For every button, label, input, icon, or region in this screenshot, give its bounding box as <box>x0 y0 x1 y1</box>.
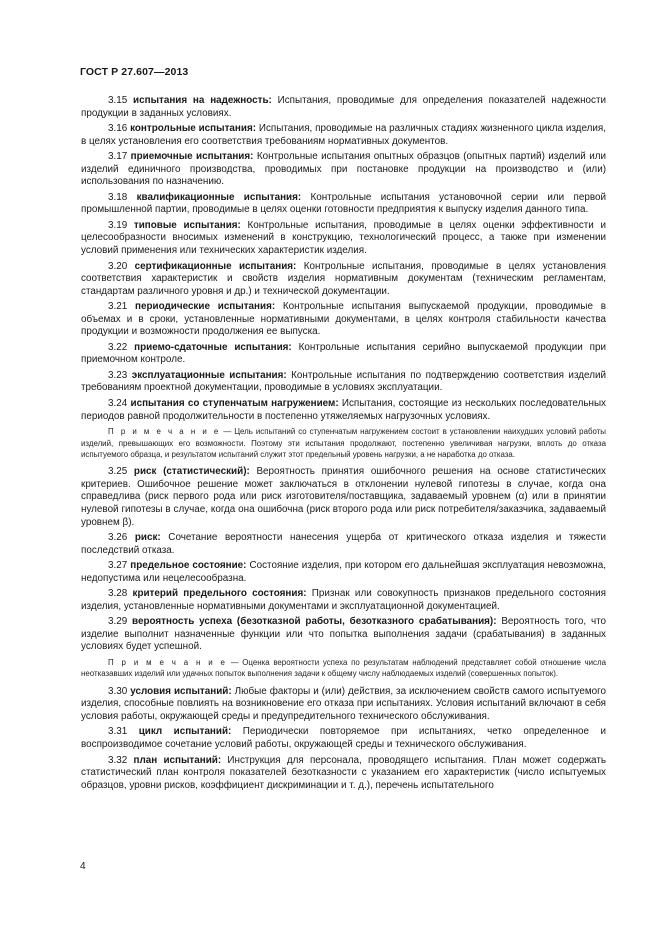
entry-number: 3.30 <box>108 685 128 697</box>
definition-text: Контрольные испытания, проводимые в целях установления соответствия характеристик и свойств изделия нормативным документам (техническим регламентам, стандартам различного уровня и др.) и технической документации. <box>81 260 606 297</box>
term: условия испытаний: <box>130 685 232 697</box>
definition-text: Признак или совокупность признаков предельного состояния изделия, установленные нормативными документами и эксплуатационной документацией. <box>81 588 607 612</box>
term: контрольные испытания: <box>130 123 256 135</box>
term: предельное состояние: <box>130 560 247 572</box>
term: вероятность успеха (безотказной работы, безотказного срабатывания): <box>132 616 497 628</box>
definition-3-17 <box>81 151 606 189</box>
definition-3-26 <box>81 532 606 557</box>
term: риск: <box>134 532 161 544</box>
definition-3-23 <box>81 370 606 395</box>
term: испытания на надежность: <box>133 95 272 106</box>
standard-designation-header: ГОСТ Р 27.607—2013 <box>80 66 189 78</box>
definition-text: Контрольные испытания установочной серии или первой промышленной партии, проводимые в целях оценки готовности предприятия к выпуску изделия данного типа. <box>81 191 606 216</box>
definition-text: Любые факторы и (или) действия, за исключением свойств самого испытуемого изделия, способные повлиять на возникновение его отказа при испытаниях. Условия испытаний включают в себя условия работы, окружающей среды и предупредительного технического обслуживания. <box>81 685 607 722</box>
entry-number: 3.23 <box>108 369 128 381</box>
entry-number: 3.27 <box>108 560 128 572</box>
definition-3-32 <box>81 755 606 793</box>
entry-number: 3.32 <box>108 754 128 766</box>
entry-number: 3.18 <box>108 191 128 203</box>
definition-text: Инструкция для персонала, проводящего испытания. План может содержать статистический план контроля показателей безотказности с указанием его характеристик (число испытуемых образцов, уровни рисков, коэффициент дискриминации и т. д.), перечень испытательного <box>81 754 607 791</box>
definition-text: Контрольные испытания, проводимые в целях оценки эффективности и целесообразности вносимых изменений в конструкцию, технологический процесс, а также при изменении условий применения или технических характеристик изделия. <box>81 219 606 257</box>
entry-number: 3.31 <box>108 726 128 738</box>
term: риск (статистический): <box>133 466 250 478</box>
definition-3-30 <box>81 686 606 724</box>
definition-text: Контрольные испытания серийно выпускаемой продукции при приемочном контроле. <box>81 341 606 366</box>
definition-3-20 <box>81 261 606 299</box>
term: испытания со ступенчатым нагружением: <box>130 398 339 410</box>
entry-number: 3.22 <box>108 341 128 353</box>
definition-3-15 <box>81 95 606 120</box>
definition-text: Состояние изделия, при котором его дальнейшая эксплуатация невозможна, недопустима или нецелесообразна. <box>81 560 606 584</box>
entry-number: 3.15 <box>108 95 128 106</box>
entry-number: 3.28 <box>108 588 128 600</box>
definition-text: Испытания, проводимые для определения показателей надежности продукции в заданных условиях. <box>81 95 606 119</box>
definition-text: Испытания, состоящие из нескольких последовательных периодов равной продолжительности в постепенно утяжеляемых нагрузочных условиях. <box>81 398 606 422</box>
entry-number: 3.21 <box>108 301 128 313</box>
term: критерий предельного состояния: <box>132 588 307 600</box>
entry-number: 3.24 <box>108 398 128 410</box>
definition-3-18 <box>81 192 606 217</box>
definition-3-19 <box>81 220 606 258</box>
definition-3-24 <box>81 398 606 423</box>
entry-number: 3.29 <box>108 616 128 628</box>
entry-number: 3.19 <box>108 219 128 231</box>
term: эксплуатационные испытания: <box>131 369 287 381</box>
term: цикл испытаний: <box>138 726 232 738</box>
definition-text: Испытания, проводимые на различных стадиях жизненного цикла изделия, в целях установления его соответствия требованиям нормативных документов. <box>81 123 606 147</box>
definition-text: Контрольные испытания по подтверждению соответствия изделий требованиям проектной документации, проводимые в условиях эксплуатации. <box>81 369 606 394</box>
note-stepped-loading <box>81 426 606 460</box>
entry-number: 3.17 <box>108 151 128 163</box>
definition-text: Вероятность того, что изделие выполнит назначенные функции или что попытка выполнения задачи (срабатывания) в заданных условиях будет успешной. <box>81 616 606 653</box>
definition-text: Контрольные испытания выпускаемой продукции, проводимые в объемах и в сроки, установленные нормативными документами, в целях контроля стабильности качества продукции и возможности продолжения ее выпуска. <box>81 301 606 338</box>
definition-text: Контрольные испытания опытных образцов (опытных партий) изделий или изделий единичного производства, проводимых при постановке продукции на производство и (или) использования по назначению. <box>81 151 606 188</box>
term: план испытаний: <box>133 754 222 766</box>
definition-3-27 <box>81 560 606 585</box>
definition-text: Периодически повторяемое при испытаниях, четко определенное и воспроизводимое сочетание условий работы, окружающей среды и технического обслуживания. <box>81 726 606 750</box>
definition-3-25 <box>81 466 606 529</box>
definition-3-29 <box>81 616 606 654</box>
definition-3-22 <box>81 342 606 367</box>
definition-3-28 <box>81 588 606 613</box>
definition-3-21 <box>81 301 606 339</box>
note-text: — Оценка вероятности успеха по результатам наблюдений представляет собой отношение числа неотказавших изделий или удачных попыток выполнения задачи к общему числу наблюдаемых изделий (совершенных попыток). <box>81 658 606 679</box>
definition-3-16 <box>81 123 606 148</box>
term: периодические испытания: <box>135 301 276 313</box>
term: квалификационные испытания: <box>136 191 302 203</box>
note-text: — Цель испытаний со ступенчатым нагружением состоит в установлении наихудших условий работы изделий, превышающих его возможности. Поэтому эти испытания продолжают, постепенно увеличивая нагрузки, вплоть до отказа испытуемого образца, и результатом испытаний служит этот предельный уровень нагрузки, а не наработка до отказа. <box>81 427 606 459</box>
definition-text: Сочетание вероятности нанесения ущерба от критического отказа изделия и тяжести последствий отказа. <box>81 532 606 556</box>
entry-number: 3.20 <box>108 260 128 272</box>
definition-text: Вероятность принятия ошибочного решения на основе статистических критериев. Ошибочное решение может заключаться в отклонении нулевой гипотезы в случае, когда она справедлива (риск первого рода или риск изготовителя/поставщика, задаваемый уровнем (α) или в принятии нулевой гипотезы в случае, когда она ошибочна (риск второго рода или риск потребителя/заказчика, задаваемый уровнем β). <box>81 466 606 528</box>
term: приемо-сдаточные испытания: <box>134 341 292 353</box>
term: типовые испытания: <box>133 219 241 231</box>
term: приемочные испытания: <box>130 151 254 163</box>
entry-number: 3.25 <box>108 466 128 478</box>
terms-content <box>81 95 606 795</box>
note-label: П р и м е ч а н и е <box>108 658 228 667</box>
page-number: 4 <box>80 861 86 872</box>
entry-number: 3.26 <box>108 532 128 544</box>
note-success-probability <box>81 657 606 680</box>
definition-3-31 <box>81 726 606 751</box>
entry-number: 3.16 <box>108 123 128 135</box>
note-label: П р и м е ч а н и е <box>108 427 221 437</box>
term: сертификационные испытания: <box>134 260 297 272</box>
